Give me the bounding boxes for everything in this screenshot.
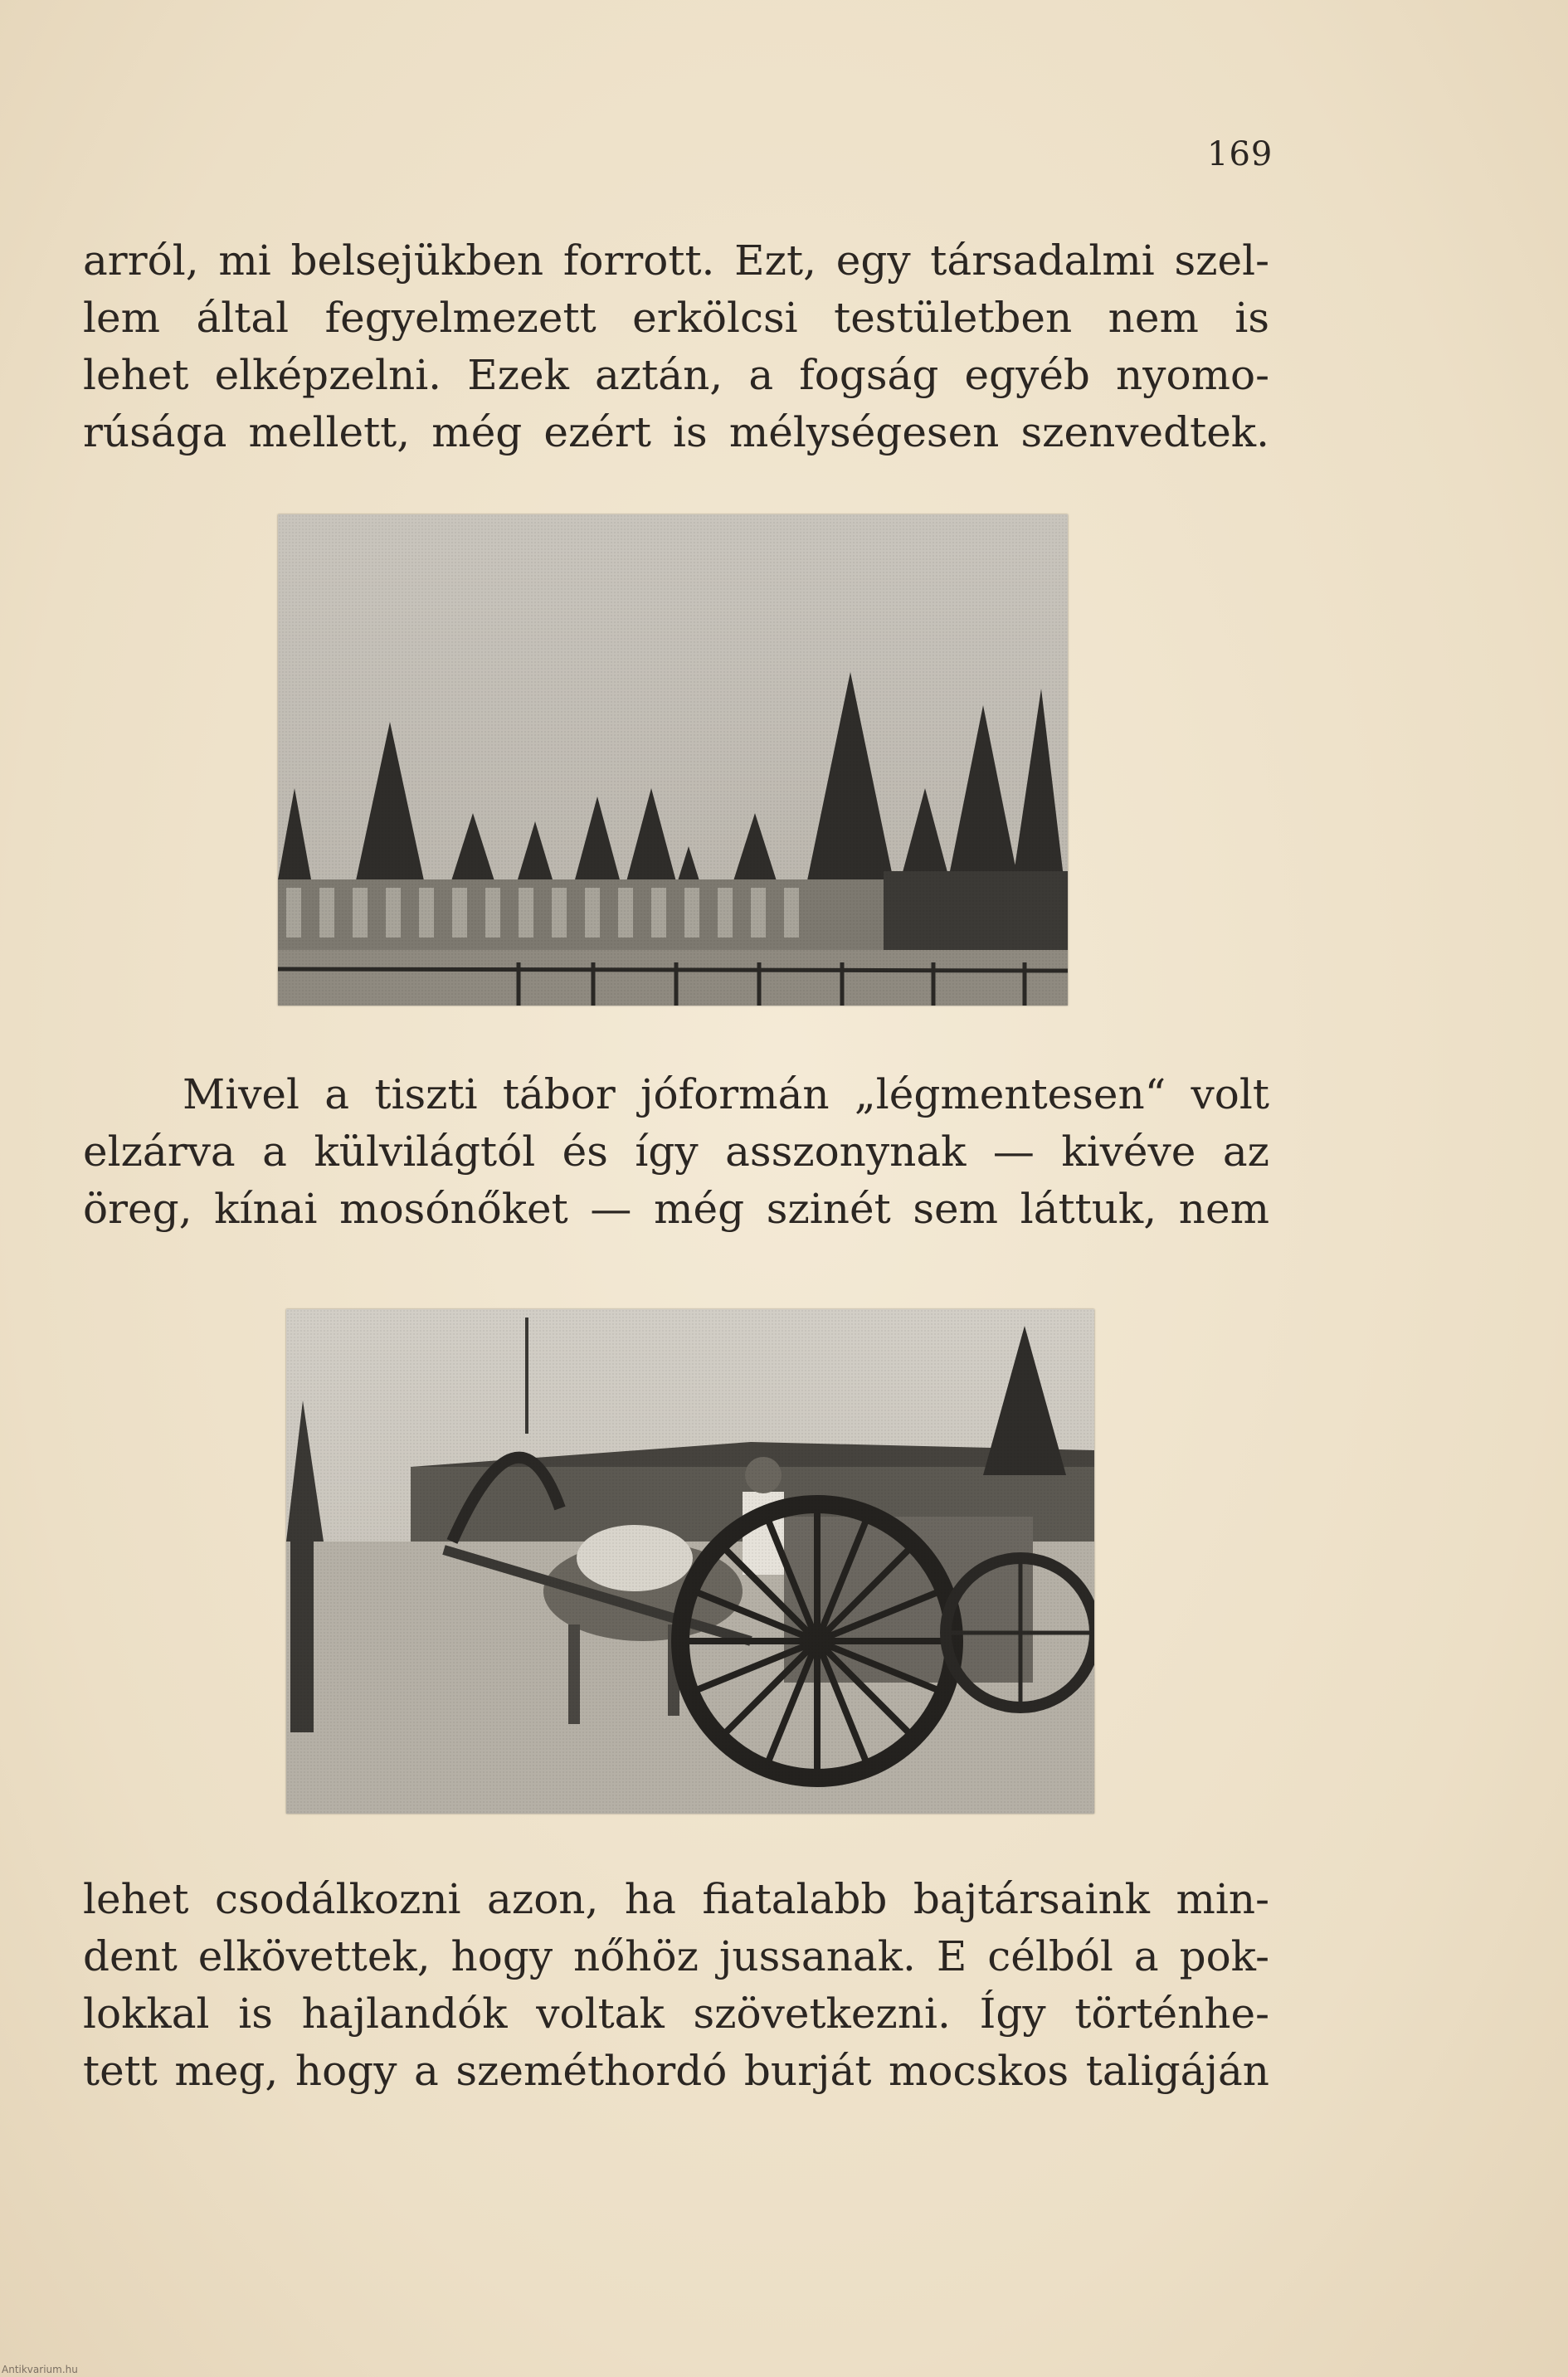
paragraph-3: [83, 1871, 1269, 2100]
text-line: lehet csodálkozni azon, ha fiatalabb bajtársaink min-: [83, 1875, 1269, 1923]
photo-camp-barracks: [278, 514, 1068, 1006]
photo-ox-cart-image: [286, 1309, 1094, 1814]
paragraph-2: [83, 1066, 1269, 1238]
photo-ox-cart: [286, 1309, 1094, 1814]
text-line: Mivel a tiszti tábor jóformán „légmentesen“ volt: [183, 1070, 1269, 1118]
photo-camp-barracks-image: [278, 514, 1068, 1006]
text-line: lehet elképzelni. Ezek aztán, a fogság egyéb nyomo-: [83, 351, 1269, 399]
text-line: lokkal is hajlandók voltak szövetkezni. Így történhe-: [83, 1990, 1269, 2038]
text-line: dent elkövettek, hogy nőhöz jussanak. E célból a pok-: [83, 1932, 1269, 1980]
text-line: öreg, kínai mosónőket — még szinét sem láttuk, nem: [83, 1185, 1269, 1233]
paragraph-1: [83, 232, 1269, 461]
text-line: arról, mi belsejükben forrott. Ezt, egy társadalmi szel-: [83, 236, 1269, 285]
page-number: 169: [1207, 135, 1273, 173]
text-line: lem által fegyelmezett erkölcsi testületben nem is: [83, 294, 1269, 342]
text-line: rúsága mellett, még ezért is mélységesen szenvedtek.: [83, 408, 1269, 456]
text-line: tett meg, hogy a szeméthordó burját mocskos taligáján: [83, 2047, 1269, 2095]
source-credit: Antikvarium.hu: [2, 2364, 78, 2375]
text-line: elzárva a külvilágtól és így asszonynak — kivéve az: [83, 1128, 1269, 1176]
